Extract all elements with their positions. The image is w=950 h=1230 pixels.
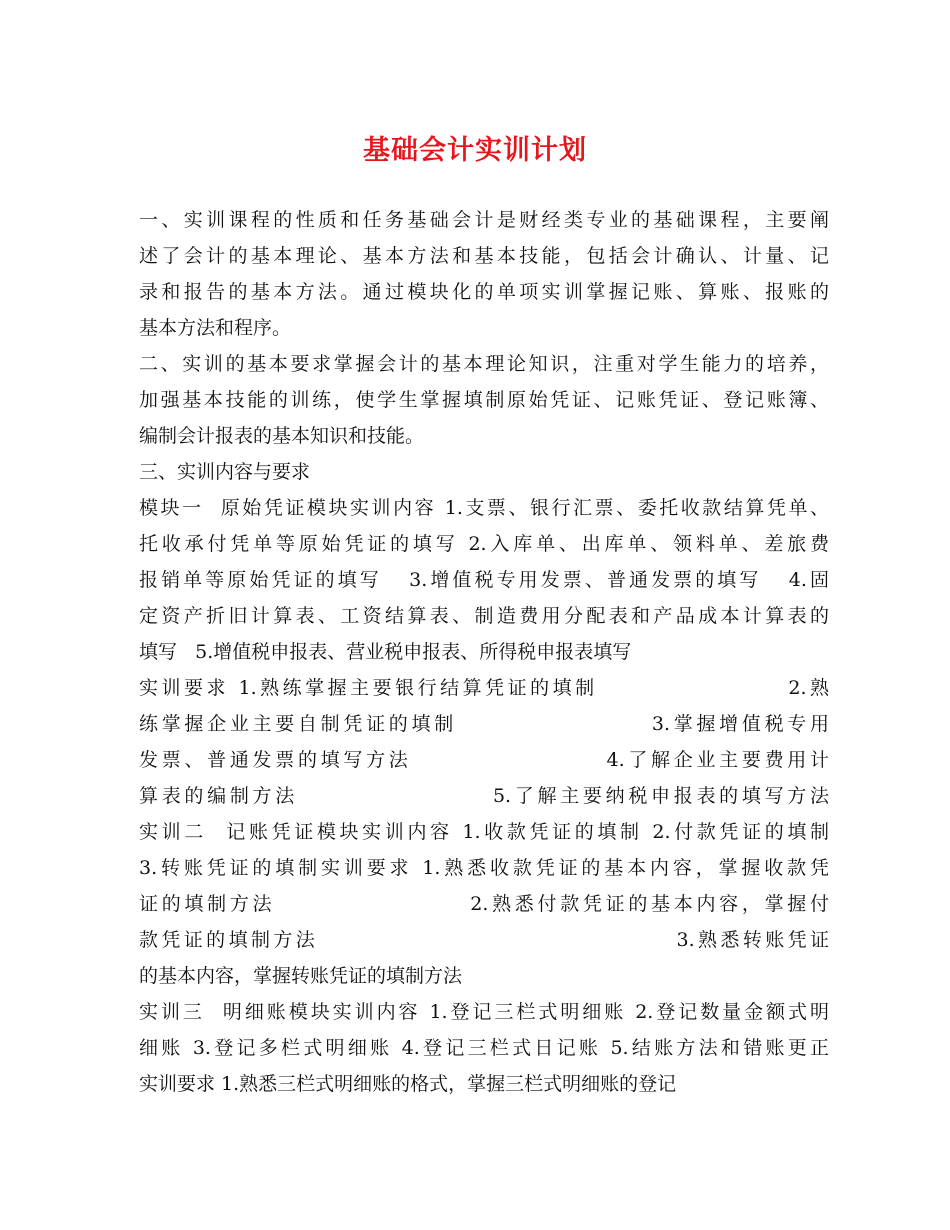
text-line: 模块一 原始凭证模块实训内容 1.支票、银行汇票、委托收款结算凭单、 — [139, 497, 829, 519]
text-line: 托收承付凭单等原始凭证的填写 2.入库单、出库单、领料单、差旅费 — [139, 533, 829, 555]
document-title: 基础会计实训计划 — [363, 135, 587, 166]
text-line: 三、实训内容与要求 — [139, 461, 311, 483]
text-line: 细账 3.登记多栏式明细账 4.登记三栏式日记账 5.结账方法和错账更正 — [139, 1037, 829, 1059]
text-line: 实训三 明细账模块实训内容 1.登记三栏式明细账 2.登记数量金额式明 — [139, 1001, 829, 1023]
text-line: 练掌握企业主要自制凭证的填制 3.掌握增值税专用 — [139, 713, 829, 735]
text-line: 算表的编制方法 5.了解主要纳税申报表的填写方法 — [139, 785, 829, 807]
text-line: 的基本内容，掌握转账凭证的填制方法 — [139, 965, 463, 987]
text-line: 二、实训的基本要求掌握会计的基本理论知识，注重对学生能力的培养， — [139, 353, 829, 375]
text-line: 报销单等原始凭证的填写 3.增值税专用发票、普通发票的填写 4.固 — [139, 569, 829, 591]
text-line: 实训二 记账凭证模块实训内容 1.收款凭证的填制 2.付款凭证的填制 — [139, 821, 829, 843]
text-line: 款凭证的填制方法 3.熟悉转账凭证 — [139, 929, 829, 951]
text-line: 一、实训课程的性质和任务基础会计是财经类专业的基础课程，主要阐 — [139, 209, 829, 231]
text-line: 编制会计报表的基本知识和技能。 — [139, 425, 425, 447]
text-line: 述了会计的基本理论、基本方法和基本技能，包括会计确认、计量、记 — [139, 245, 829, 267]
text-line: 实训要求 1.熟悉三栏式明细账的格式，掌握三栏式明细账的登记 — [139, 1073, 677, 1095]
text-line: 加强基本技能的训练，使学生掌握填制原始凭证、记账凭证、登记账簿、 — [139, 389, 829, 411]
text-line: 实训要求 1.熟练掌握主要银行结算凭证的填制 2.熟 — [139, 677, 829, 699]
text-line: 录和报告的基本方法。通过模块化的单项实训掌握记账、算账、报账的 — [139, 281, 829, 303]
text-line: 发票、普通发票的填写方法 4.了解企业主要费用计 — [139, 749, 829, 771]
text-line: 填写 5.增值税申报表、营业税申报表、所得税申报表填写 — [139, 641, 632, 663]
text-line: 证的填制方法 2.熟悉付款凭证的基本内容，掌握付 — [139, 893, 829, 915]
text-line: 基本方法和程序。 — [139, 317, 292, 339]
text-line: 定资产折旧计算表、工资结算表、制造费用分配表和产品成本计算表的 — [139, 605, 829, 627]
text-line: 3.转账凭证的填制实训要求 1.熟悉收款凭证的基本内容，掌握收款凭 — [139, 857, 829, 879]
